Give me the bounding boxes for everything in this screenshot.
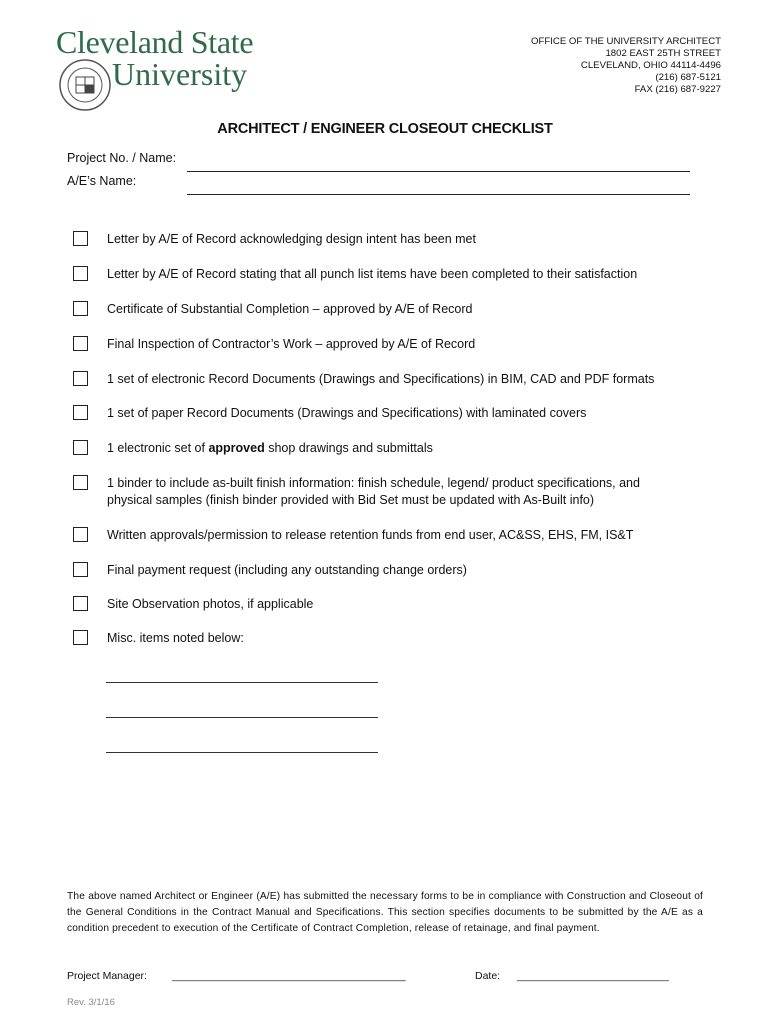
checkbox-substantial-completion[interactable] — [73, 301, 88, 316]
misc-item-line[interactable] — [106, 717, 378, 718]
compliance-statement: The above named Architect or Engineer (A/E) has submitted the necessary forms to be in compliance with Construction and Closeout of the General Conditions in the Contract Manual and Specifications. This section specifies documents to be submitted by the A/E as a condition precedent to execution of the Certificate of Contract Completion, release of retainage, and final payment. — [67, 891, 703, 934]
checkbox-site-photos[interactable] — [73, 596, 88, 611]
project-manager-label: Project Manager: — [67, 970, 147, 982]
checklist-item-design-intent: Letter by A/E of Record acknowledging design intent has been met — [107, 232, 476, 246]
checkbox-finish-binder[interactable] — [73, 475, 88, 490]
ae-name-field-line[interactable] — [187, 194, 690, 195]
checklist-item-paper-record-docs: 1 set of paper Record Documents (Drawings and Specifications) with laminated covers — [107, 406, 587, 420]
checklist-item-final-inspection: Final Inspection of Contractor’s Work – approved by A/E of Record — [107, 337, 476, 351]
ae-name-field-label: A/E’s Name: — [67, 174, 137, 188]
checklist-item-finish-binder: 1 binder to include as-built finish information: finish schedule, legend/ product specifications, and physical samples (finish binder provided with Bid Set must be updated with As-Built info) — [107, 476, 640, 507]
office-name: OFFICE OF THE UNIVERSITY ARCHITECT — [531, 36, 721, 47]
logo-line-1: Cleveland State — [56, 24, 254, 60]
checkbox-paper-record-docs[interactable] — [73, 405, 88, 420]
office-phone: (216) 687-5121 — [655, 72, 721, 83]
checklist-item-misc-items: Misc. items noted below: — [107, 631, 244, 645]
checklist-item-punch-list: Letter by A/E of Record stating that all punch list items have been completed to their satisfaction — [107, 267, 638, 281]
office-city: CLEVELAND, OHIO 44114-4496 — [580, 60, 721, 71]
checklist-item-electronic-record-docs: 1 set of electronic Record Documents (Drawings and Specifications) in BIM, CAD and PDF formats — [107, 372, 655, 386]
checkbox-final-inspection[interactable] — [73, 336, 88, 351]
office-fax: FAX (216) 687-9227 — [634, 84, 721, 95]
checklist-item-final-payment: Final payment request (including any outstanding change orders) — [107, 563, 467, 577]
misc-item-line[interactable] — [106, 682, 378, 683]
checklist-item-substantial-completion: Certificate of Substantial Completion – approved by A/E of Record — [107, 302, 473, 316]
checkbox-punch-list[interactable] — [73, 266, 88, 281]
office-street: 1802 EAST 25TH STREET — [605, 48, 721, 59]
project-field-line[interactable] — [187, 171, 690, 172]
checkbox-electronic-record-docs[interactable] — [73, 371, 88, 386]
checklist-item-retention-release: Written approvals/permission to release retention funds from end user, AC&SS, EHS, FM, IS&T — [107, 528, 634, 542]
checkbox-misc-items[interactable] — [73, 630, 88, 645]
checkbox-final-payment[interactable] — [73, 562, 88, 577]
checklist-item-shop-drawings — [107, 440, 687, 457]
revision-note: Rev. 3/1/16 — [67, 997, 115, 1008]
checkbox-shop-drawings[interactable] — [73, 440, 88, 455]
page-title: ARCHITECT / ENGINEER CLOSEOUT CHECKLIST — [217, 121, 553, 137]
project-manager-signature-line[interactable]: ________________________________________ — [172, 970, 406, 982]
shop-drawings-text-post: shop drawings and submittals — [264, 441, 433, 455]
university-seal-icon — [58, 58, 112, 112]
office-address-block — [531, 36, 721, 96]
checkbox-design-intent[interactable] — [73, 231, 88, 246]
date-line[interactable]: __________________________ — [517, 970, 669, 982]
date-label: Date: — [475, 970, 501, 982]
shop-drawings-text-bold: approved — [208, 441, 265, 455]
logo-line-2: University — [112, 56, 248, 92]
misc-item-line[interactable] — [106, 752, 378, 753]
checkbox-retention-release[interactable] — [73, 527, 88, 542]
project-field-label: Project No. / Name: — [67, 151, 177, 165]
shop-drawings-text-pre: 1 electronic set of — [107, 441, 209, 455]
checklist-item-site-photos: Site Observation photos, if applicable — [107, 597, 314, 611]
